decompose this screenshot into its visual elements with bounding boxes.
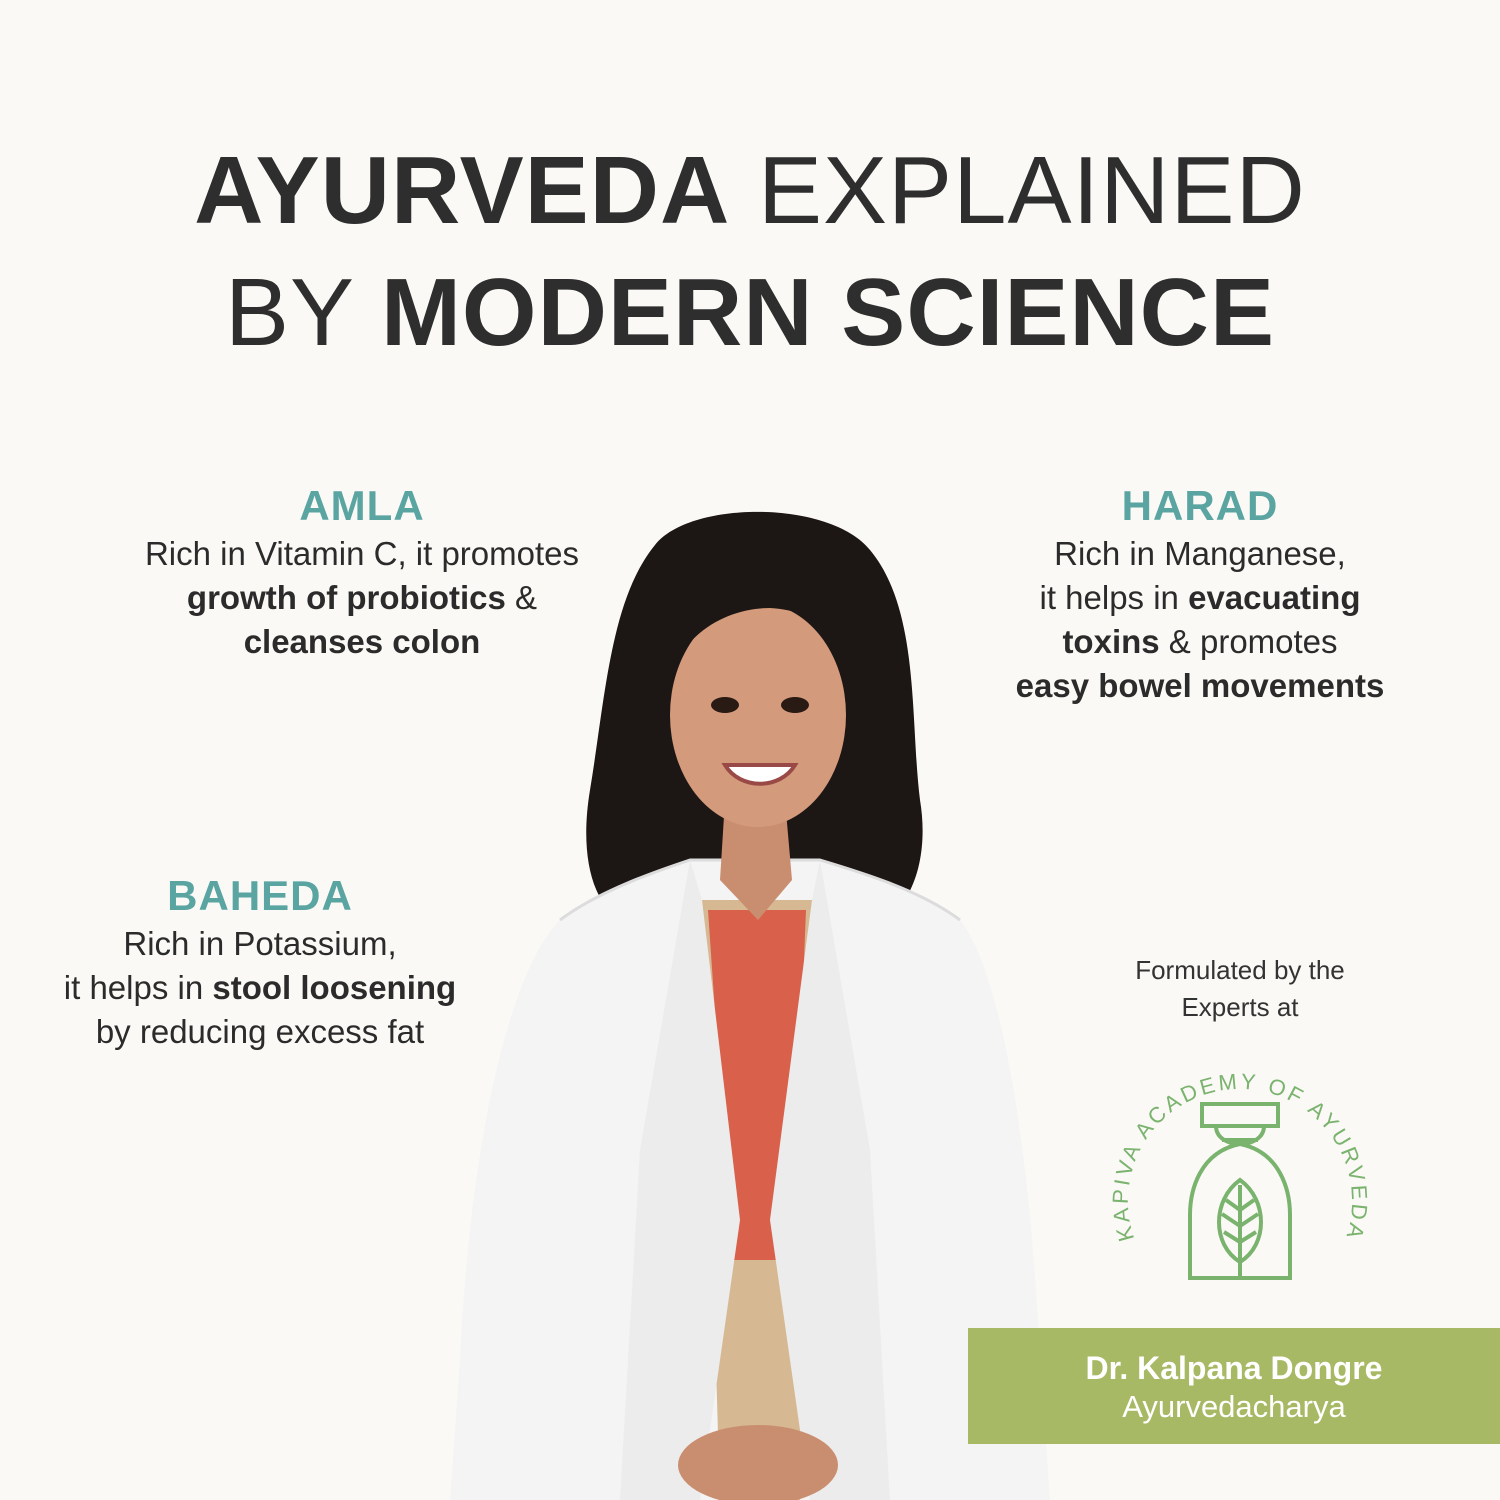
baheda-highlight: stool loosening — [212, 969, 457, 1006]
baheda-line-1: Rich in Potassium, — [123, 925, 397, 962]
harad-highlight-3: easy bowel movements — [1015, 667, 1385, 704]
headline-bold-ayurveda: AYURVEDA — [194, 137, 731, 244]
baheda-line-2-pre: it helps in — [63, 969, 213, 1006]
harad-line-3 — [950, 620, 1450, 664]
page-title — [0, 130, 1500, 374]
seal-arc-text: KAPIVA ACADEMY OF AYURVEDA — [1107, 1068, 1373, 1245]
baheda-heading: BAHEDA — [167, 872, 353, 919]
amla-line-2-rest: & — [505, 579, 538, 616]
baheda-section — [10, 870, 510, 1054]
amla-line-1: Rich in Vitamin C, it promotes — [144, 535, 580, 572]
formulated-by-text — [1090, 952, 1390, 1026]
amla-heading: AMLA — [299, 482, 425, 529]
baheda-line-2 — [10, 966, 510, 1010]
headline-line-1 — [0, 130, 1500, 252]
amla-line-2 — [112, 576, 612, 620]
doctor-name-bar — [968, 1328, 1500, 1444]
harad-line-1: Rich in Manganese, — [1054, 535, 1346, 572]
amla-highlight-2: cleanses colon — [243, 623, 481, 660]
formulated-line-1: Formulated by the — [1135, 955, 1345, 985]
harad-highlight-2: toxins — [1062, 623, 1160, 660]
harad-line-2 — [950, 576, 1450, 620]
baheda-line-3: by reducing excess fat — [95, 1013, 425, 1050]
amla-highlight-1: growth of probiotics — [186, 579, 506, 616]
headline-line-2 — [0, 252, 1500, 374]
harad-highlight-1: evacuating — [1188, 579, 1361, 616]
leaf-icon — [1190, 1104, 1290, 1278]
headline-bold-modern-science: MODERN SCIENCE — [380, 259, 1276, 366]
doctor-title: Ayurvedacharya — [1122, 1389, 1346, 1424]
harad-line-2-pre: it helps in — [1039, 579, 1189, 616]
harad-line-3-rest: & promotes — [1159, 623, 1338, 660]
kapiva-academy-seal-logo — [1090, 1040, 1390, 1340]
harad-section — [950, 480, 1450, 708]
amla-section — [112, 480, 612, 664]
harad-heading: HARAD — [1121, 482, 1279, 529]
doctor-name: Dr. Kalpana Dongre — [1085, 1350, 1383, 1386]
headline-light-explained: EXPLAINED — [757, 137, 1306, 244]
headline-light-by: BY — [224, 259, 354, 366]
formulated-line-2: Experts at — [1181, 992, 1299, 1022]
